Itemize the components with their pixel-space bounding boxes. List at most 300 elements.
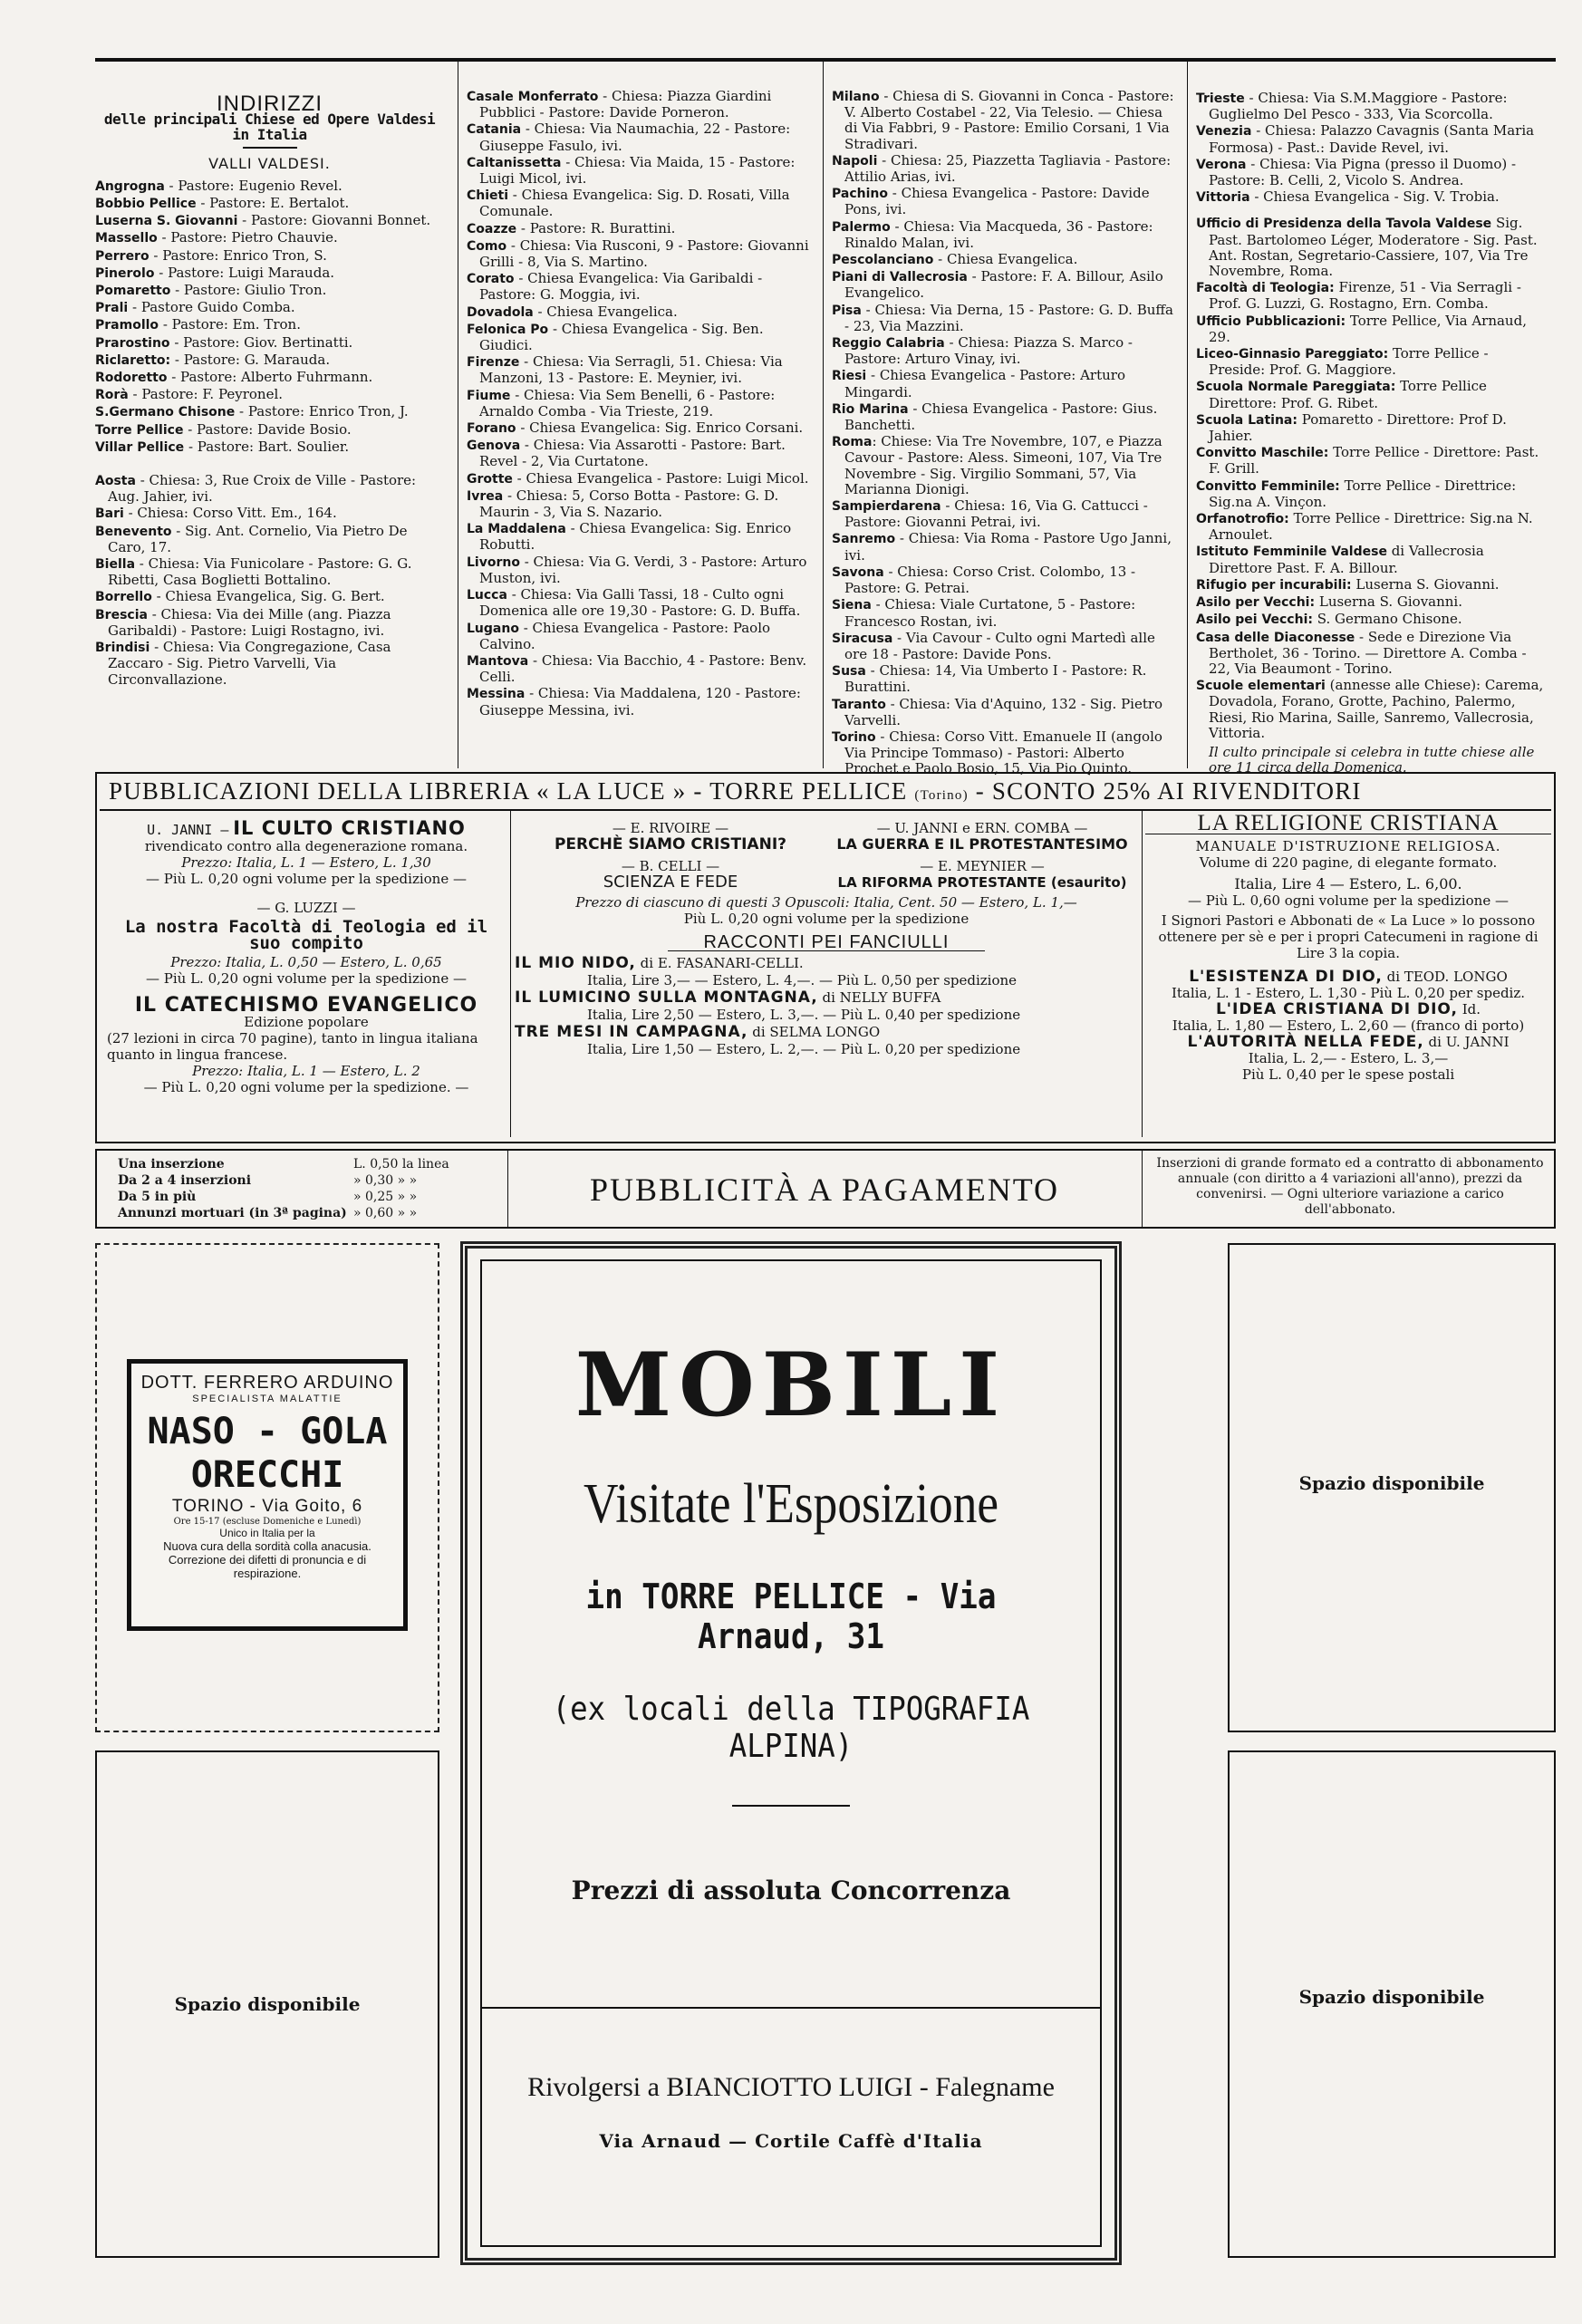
directory-entry bbox=[467, 322, 813, 353]
mobili-visit: Visitate l'Esposizione bbox=[583, 1473, 999, 1535]
advertising-title: PUBBLICITÀ A PAGAMENTO bbox=[589, 1172, 1060, 1208]
entry-place: S.Germano Chisone bbox=[95, 405, 236, 420]
entry-text: - Chiesa Evangelica - Sig. V. Trobia. bbox=[1249, 188, 1500, 206]
directory-entry bbox=[832, 269, 1178, 301]
directory-entry bbox=[1196, 630, 1545, 678]
mobili-ex: (ex locali della TIPOGRAFIA ALPINA) bbox=[552, 1691, 1030, 1765]
entry-text: - Chiesa: Via Rusconi, 9 - Pastore: Giovanni Grilli - 8, Via S. Martino. bbox=[479, 236, 809, 271]
directory-entry bbox=[467, 188, 813, 219]
book-shipping: Più L. 0,40 per le spese postali bbox=[1241, 1066, 1455, 1083]
entry-text: - Pastore: Pietro Chauvie. bbox=[157, 229, 338, 246]
entry-text: - Sede e Direzione Via Bertholet, 36 - Torino. — Direttore A. Comba - 22, Via Beaumont - Torino. bbox=[1209, 628, 1527, 677]
entry-text: - Chiesa di S. Giovanni in Conca - Pastore: V. Alberto Costabel - 22, Via Telesio. — Chiesa di Via Fabbri, 9 - Pastore: Emilio Corsani, 1 Via Stradivari. bbox=[844, 88, 1174, 152]
entry-place: Sampierdarena bbox=[832, 499, 941, 515]
directory-entry bbox=[95, 387, 444, 403]
book-title: IL CATECHISMO EVANGELICO bbox=[134, 994, 478, 1017]
entry-text: - Pastore: Davide Bosio. bbox=[183, 420, 352, 438]
racconto-author: di E. FASANARI-CELLI. bbox=[640, 955, 804, 971]
directory-entry bbox=[95, 640, 444, 688]
book-subtitle: rivendicato contro alla degenerazione romana. bbox=[144, 838, 468, 854]
racconto-price: Italia, Lire 3,— — Estero, L. 4,—. — Più L. 0,50 per spedizione bbox=[587, 972, 1018, 988]
book-price: Prezzo: Italia, L. 1 — Estero, L. 2 bbox=[192, 1063, 420, 1079]
entry-place: Scuola Normale Pareggiata: bbox=[1196, 380, 1396, 395]
entry-text: - Chiesa Evangelica: Sig. Enrico Corsani. bbox=[516, 419, 804, 437]
book-author: di TEOD. LONGO bbox=[1386, 969, 1508, 985]
entry-text: - Chiesa Evangelica: Sig. D. Rosati, Villa Comunale. bbox=[479, 187, 790, 220]
entry-place: Dovadola bbox=[467, 304, 534, 320]
rate-price: » 0,25 » » bbox=[353, 1190, 418, 1204]
entry-text: - Pastore: Bart. Soulier. bbox=[184, 438, 350, 455]
book-shipping: — Più L. 0,20 ogni volume per la spedizione — bbox=[146, 970, 467, 987]
mobili-rivolgersi: Rivolgersi a BIANCIOTTO LUIGI - Falegname bbox=[527, 2072, 1055, 2102]
directory-entry bbox=[95, 370, 444, 386]
racconto-title: IL LUMICINO SULLA MONTAGNA, bbox=[515, 988, 818, 1007]
doctor-ad bbox=[127, 1359, 408, 1631]
entry-text: - Chiesa: Via Maddalena, 120 - Pastore: Giuseppe Messina, ivi. bbox=[479, 685, 801, 718]
directory-entry bbox=[95, 283, 444, 299]
directory-entry bbox=[467, 587, 813, 619]
entry-text: - Pastore: Giov. Bertinatti. bbox=[169, 333, 353, 351]
directory-entry bbox=[1196, 678, 1545, 741]
entry-place: Aosta bbox=[95, 474, 136, 489]
book-title: L'IDEA CRISTIANA DI DIO, bbox=[1215, 1000, 1458, 1018]
entry-text: - Chiesa: Via Naumachia, 22 - Pastore: Giuseppe Fasulo, ivi. bbox=[479, 121, 791, 154]
entry-text: - Chiesa Evangelica. bbox=[533, 303, 678, 320]
entry-text: - Pastore: Eugenio Revel. bbox=[164, 177, 342, 194]
book-title: LA RIFORMA PROTESTANTE (esaurito) bbox=[837, 874, 1127, 891]
directory-entry bbox=[95, 589, 444, 605]
entry-place: Massello bbox=[95, 231, 158, 246]
publications-divider bbox=[1142, 811, 1143, 1137]
book-price: Italia, L. 2,— - Estero, L. 3,— bbox=[1248, 1050, 1449, 1066]
directory-entry bbox=[832, 89, 1178, 152]
column-divider bbox=[1187, 62, 1188, 768]
directory-entry bbox=[1196, 544, 1545, 575]
entry-text: di Vallecrosia Direttore Past. F. A. Billour. bbox=[1209, 543, 1484, 576]
directory-entry bbox=[95, 556, 444, 588]
book-author: — E. MEYNIER — bbox=[920, 858, 1045, 874]
religione-description: Volume di 220 pagine, di elegante formato. bbox=[1199, 854, 1498, 871]
entry-place: Firenze bbox=[467, 355, 520, 371]
entry-text: - Pastore Guido Comba. bbox=[128, 299, 295, 316]
entry-text: - Chiesa: Via S.M.Maggiore - Pastore: Guglielmo Del Pesco - 333, Via Scorcolla. bbox=[1209, 90, 1508, 123]
entry-text: - Chiesa: 3, Rue Croix de Ville - Pastore: Aug. Jahier, ivi. bbox=[108, 472, 417, 506]
directory-entry bbox=[1196, 577, 1545, 593]
directory-entry bbox=[467, 488, 813, 520]
directory-column-2 bbox=[467, 89, 813, 719]
entry-text: - Chiesa: Via Pigna (presso il Duomo) - Pastore: B. Celli, 2, Vicolo S. Andrea. bbox=[1209, 155, 1517, 189]
entry-place: Bari bbox=[95, 506, 124, 522]
publications-col-3 bbox=[1145, 811, 1551, 1083]
entry-place: Como bbox=[467, 238, 507, 254]
entry-text: - Chiesa: Via dei Mille (ang. Piazza Garibaldi) - Pastore: Luigi Rostagno, ivi. bbox=[108, 605, 391, 639]
book-author: — U. JANNI e ERN. COMBA — bbox=[876, 820, 1088, 836]
top-rule bbox=[95, 58, 1556, 62]
entry-text: - Chiesa: 14, Via Umberto I - Pastore: R. Burattini. bbox=[844, 662, 1147, 696]
entry-place: Venezia bbox=[1196, 124, 1252, 140]
rate-price: » 0,60 » » bbox=[353, 1206, 418, 1220]
directory-entry bbox=[832, 729, 1178, 777]
entry-place: Roma bbox=[832, 435, 873, 450]
rate-label: Da 2 a 4 inserzioni bbox=[118, 1173, 252, 1188]
book-title: La nostra Facoltà di Teologia ed il suo compito bbox=[124, 917, 488, 953]
directory-entry bbox=[95, 439, 444, 456]
entry-place: Prali bbox=[95, 301, 129, 316]
entry-place: Rorà bbox=[95, 388, 129, 403]
publications-header-right: - SCONTO 25% AI RIVENDITORI bbox=[975, 777, 1362, 805]
entry-text: Torre Pellice - Direttore: Past. F. Grill. bbox=[1209, 444, 1539, 477]
rate-row bbox=[118, 1189, 498, 1205]
entry-place: Vittoria bbox=[1196, 190, 1250, 206]
racconti-title: RACCONTI PEI FANCIULLI bbox=[668, 934, 986, 951]
directory-entry bbox=[467, 388, 813, 419]
entry-text: - Pastore: Em. Tron. bbox=[159, 316, 301, 333]
book-title: LA GUERRA E IL PROTESTANTESIMO bbox=[836, 835, 1128, 853]
directory-entry bbox=[1196, 157, 1545, 188]
entry-text: - Chiesa: Via Serragli, 51. Chiesa: Via Manzoni, 13 - Pastore: E. Meynier, ivi. bbox=[479, 353, 783, 387]
spazio-disponibile-right-top: Spazio disponibile bbox=[1298, 1472, 1485, 1494]
ornament-rule bbox=[732, 1805, 850, 1807]
directory-entry bbox=[95, 506, 444, 522]
entry-place: Mantova bbox=[467, 653, 529, 669]
entry-text: Torre Pellice - Preside: Prof. G. Maggiore. bbox=[1209, 345, 1489, 379]
mobili-divider bbox=[482, 2007, 1100, 2009]
directory-entry bbox=[95, 265, 444, 282]
directory-entry bbox=[1196, 594, 1545, 611]
entry-text: - Pastore: F. A. Billour, Asilo Evangelico. bbox=[844, 268, 1163, 302]
book-author: Id. bbox=[1461, 1001, 1481, 1017]
directory-column-1 bbox=[95, 91, 444, 689]
spazio-disponibile-left: Spazio disponibile bbox=[174, 1993, 361, 2015]
entry-place: Messina bbox=[467, 687, 526, 702]
entry-place: Brescia bbox=[95, 607, 148, 622]
entry-place: Caltanissetta bbox=[467, 155, 562, 170]
culto-note: Il culto principale si celebra in tutte chiese alle ore 11 circa della Domenica. bbox=[1209, 743, 1535, 776]
entry-place: Torre Pellice bbox=[95, 422, 184, 438]
directory-entry bbox=[1196, 612, 1545, 628]
publications-header-left: PUBBLICAZIONI DELLA LIBRERIA « LA LUCE » - TORRE PELLICE bbox=[109, 777, 908, 805]
religione-price: Italia, Lire 4 — Estero, L. 6,00. bbox=[1234, 875, 1462, 892]
entry-text: - Pastore: Giovanni Bonnet. bbox=[237, 212, 431, 229]
entry-place: Prarostino bbox=[95, 335, 170, 351]
directory-column-3 bbox=[832, 89, 1178, 778]
doctor-hours: Ore 15-17 (escluse Domeniche e Lunedì) bbox=[173, 1517, 362, 1527]
publications-col-2 bbox=[515, 820, 1138, 1058]
entry-place: Riclaretto: bbox=[95, 352, 171, 368]
directory-entry bbox=[467, 89, 813, 121]
directory-entry bbox=[832, 631, 1178, 662]
directory-entry bbox=[95, 213, 444, 229]
entry-place: Pachino bbox=[832, 187, 888, 202]
entry-place: Biella bbox=[95, 557, 136, 573]
entry-place: Convitto Maschile: bbox=[1196, 446, 1329, 461]
entry-place: Sanremo bbox=[832, 532, 896, 547]
book-author: U. JANNI — bbox=[147, 822, 229, 838]
mobili-prezzi: Prezzi di assoluta Concorrenza bbox=[571, 1876, 1011, 1905]
entry-text: - Chiesa: 25, Piazzetta Tagliavia - Pastore: Attilio Arias, ivi. bbox=[844, 151, 1172, 186]
directory-entry bbox=[95, 300, 444, 316]
entry-text: Torre Pellice - Direttrice: Sig.na N. Arnoulet. bbox=[1209, 510, 1533, 544]
doctor-big-2: ORECCHI bbox=[190, 1454, 344, 1496]
book-price: Prezzo: Italia, L. 1 — Estero, L. 1,30 bbox=[181, 854, 431, 871]
entry-place: Bobbio Pellice bbox=[95, 197, 197, 212]
entry-text: - Chiesa: Via Derna, 15 - Pastore: G. D. Buffa - 23, Via Mazzini. bbox=[844, 301, 1173, 334]
entry-place: Rifugio per incurabili: bbox=[1196, 577, 1352, 593]
entry-place: Pisa bbox=[832, 303, 862, 318]
entry-text: - Chiesa: Corso Vitt. Em., 164. bbox=[123, 505, 337, 522]
entry-text: - Chiesa: 5, Corso Botta - Pastore: G. D. Maurin - 3, Via S. Nazario. bbox=[479, 487, 779, 521]
entry-place: Casale Monferrato bbox=[467, 90, 599, 104]
book-price: Italia, L. 1,80 — Estero, L. 2,60 — (franco di porto) bbox=[1172, 1017, 1525, 1034]
directory-entry bbox=[95, 607, 444, 639]
rate-price: » 0,30 » » bbox=[353, 1173, 418, 1188]
entry-text: - Chiesa: Via d'Aquino, 132 - Sig. Pietro Varvelli. bbox=[844, 695, 1163, 728]
entry-text: - Chiesa: Piazza S. Marco - Pastore: Arturo Vinay, ivi. bbox=[844, 334, 1133, 368]
entry-place: Angrogna bbox=[95, 178, 165, 194]
city-list bbox=[832, 89, 1178, 777]
entry-place: Palermo bbox=[832, 219, 891, 235]
book-price: Prezzo: Italia, L. 0,50 — Estero, L. 0,65 bbox=[170, 954, 442, 970]
spazio-disponibile-right-bottom: Spazio disponibile bbox=[1298, 1986, 1485, 2008]
entry-text: - Chiesa Evangelica, Sig. G. Bert. bbox=[151, 588, 385, 605]
entry-text: - Chiesa: Corso Vitt. Emanuele II (angolo Via Principe Tommaso) - Pastori: Alberto Prochet e Paolo Bosio, 15, Via Pio Quinto. bbox=[844, 728, 1162, 777]
mobili-address: Via Arnaud — Cortile Caffè d'Italia bbox=[599, 2130, 983, 2152]
entry-place: Taranto bbox=[832, 697, 886, 712]
directory-entry bbox=[467, 438, 813, 469]
directory-entry bbox=[1196, 478, 1545, 510]
religione-note: I Signori Pastori e Abbonati de « La Luce » lo possono ottenere per sè e per i propri Catecumeni in ragione di Lire 3 la copia. bbox=[1158, 912, 1539, 961]
entry-place: Lucca bbox=[467, 588, 507, 603]
book-edition: Edizione popolare bbox=[244, 1014, 369, 1030]
directory-entry bbox=[467, 554, 813, 586]
directory-entry bbox=[467, 271, 813, 303]
entry-text: - Pastore: R. Burattini. bbox=[516, 219, 676, 236]
entry-text: - Chiesa: Via Macqueda, 36 - Pastore: Rinaldo Malan, ivi. bbox=[844, 217, 1153, 251]
rate-price: L. 0,50 la linea bbox=[353, 1157, 449, 1172]
valli-heading: VALLI VALDESI. bbox=[208, 154, 331, 172]
entry-text: - Chiesa Evangelica - Pastore: Paolo Calvino. bbox=[479, 619, 771, 652]
book-title: IL CULTO CRISTIANO bbox=[233, 817, 466, 839]
directory-entry bbox=[467, 155, 813, 187]
entry-place: Asilo pei Vecchi: bbox=[1196, 612, 1313, 628]
rate-row bbox=[118, 1172, 498, 1189]
entry-text: - Chiesa Evangelica: Sig. Enrico Robutti. bbox=[479, 520, 792, 554]
directory-entry bbox=[832, 186, 1178, 217]
ornament-rule bbox=[243, 147, 297, 149]
book-price: Italia, L. 1 - Estero, L. 1,30 - Più L. 0,20 per spediz. bbox=[1171, 985, 1526, 1001]
entry-place: Liceo-Ginnasio Pareggiato: bbox=[1196, 347, 1389, 362]
entry-text: - Chiesa Evangelica - Pastore: Gius. Banchetti. bbox=[844, 400, 1158, 434]
advertising-rates bbox=[118, 1156, 498, 1221]
entry-place: Benevento bbox=[95, 524, 172, 539]
directory-entry bbox=[467, 521, 813, 553]
doctor-city: TORINO - Via Goito, 6 bbox=[171, 1497, 363, 1516]
directory-entry bbox=[832, 252, 1178, 268]
entry-text: - Chiesa: Via G. Verdi, 3 - Pastore: Arturo Muston, ivi. bbox=[479, 553, 807, 586]
directory-entry bbox=[95, 248, 444, 265]
opere-list bbox=[1196, 216, 1545, 741]
directory-entry bbox=[832, 219, 1178, 251]
entry-place: Livorno bbox=[467, 554, 520, 570]
book-title: PERCHÈ SIAMO CRISTIANI? bbox=[554, 835, 787, 853]
entry-place: Rio Marina bbox=[832, 401, 909, 417]
entry-text: - Chiesa Evangelica - Pastore: Luigi Micol. bbox=[512, 469, 809, 487]
entry-text: - Chiesa: Via Bacchio, 4 - Pastore: Benv. Celli. bbox=[479, 651, 807, 686]
directory-entry bbox=[832, 335, 1178, 367]
directory-entry bbox=[1196, 280, 1545, 312]
mobili-ad bbox=[480, 1259, 1102, 2247]
entry-text: - Via Cavour - Culto ogni Martedì alle ore 18 - Pastore: Davide Pons. bbox=[844, 629, 1155, 662]
entry-place: Napoli bbox=[832, 153, 878, 169]
racconto-price: Italia, Lire 2,50 — Estero, L. 3,—. — Più L. 0,40 per spedizione bbox=[587, 1007, 1021, 1023]
entry-text: : Chiese: Via Tre Novembre, 107, e Piazza Cavour - Pastore: Aless. Simeoni, 107, Via Tre Novembre - Sig. Virgilio Sommani, 57, Via Marianna Dionigi. bbox=[844, 433, 1162, 497]
entry-place: Felonica Po bbox=[467, 322, 549, 337]
entry-text: - Pastore: Enrico Tron, J. bbox=[235, 403, 409, 420]
advertising-divider bbox=[1142, 1151, 1143, 1227]
directory-entry bbox=[467, 238, 813, 270]
entry-text: Torre Pellice, Via Arnaud, 29. bbox=[1209, 312, 1527, 345]
opuscoli-shipping: Più L. 0,20 ogni volume per la spedizione bbox=[683, 911, 969, 927]
entry-text: - Chiesa Evangelica - Sig. Ben. Giudici. bbox=[479, 320, 764, 354]
directory-entry bbox=[95, 524, 444, 555]
publications-header-torino: (Torino) bbox=[914, 788, 969, 803]
directory-entry bbox=[467, 471, 813, 487]
entry-place: Reggio Calabria bbox=[832, 336, 945, 352]
entry-place: Coazze bbox=[467, 221, 517, 236]
directory-entry bbox=[1196, 379, 1545, 410]
advertising-note: Inserzioni di grande formato ed a contratto di abbonamento annuale (con diritto a 4 variazioni all'anno), prezzi da convenirsi. — Ogni ulteriore variazione a carico dell'abbonato. bbox=[1156, 1156, 1544, 1217]
directory-entry bbox=[1196, 91, 1545, 122]
directory-entry bbox=[1196, 216, 1545, 279]
entry-place: Susa bbox=[832, 664, 866, 680]
entry-text: - Chiesa: Viale Curtatone, 5 - Pastore: Francesco Rostan, ivi. bbox=[844, 596, 1136, 630]
rate-label: Una inserzione bbox=[118, 1157, 225, 1172]
entry-place: Corato bbox=[467, 272, 515, 287]
entry-place: Casa delle Diaconesse bbox=[1196, 630, 1355, 645]
entry-text: - Chiesa: Via Assarotti - Pastore: Bart. Revel - 2, Via Curtatone. bbox=[479, 437, 786, 470]
entry-place: Savona bbox=[832, 564, 884, 580]
rate-label: Da 5 in più bbox=[118, 1190, 197, 1204]
entry-place: Genova bbox=[467, 439, 521, 454]
directory-entry bbox=[95, 317, 444, 333]
book-title: SCIENZA E FEDE bbox=[603, 873, 738, 892]
entry-text: Pomaretto - Direttore: Prof D. Jahier. bbox=[1209, 410, 1507, 445]
racconto-title: TRE MESI IN CAMPAGNA, bbox=[515, 1023, 748, 1041]
entry-place: Ivrea bbox=[467, 488, 504, 504]
entry-text: Luserna S. Giovanni. bbox=[1315, 593, 1462, 611]
directory-entry bbox=[832, 697, 1178, 728]
entry-place: Luserna S. Giovanni bbox=[95, 214, 238, 229]
religione-title: LA RELIGIONE CRISTIANA bbox=[1145, 815, 1551, 834]
entry-place: Pescolanciano bbox=[832, 253, 934, 268]
entry-place: Fiume bbox=[467, 388, 511, 403]
directory-entry bbox=[1196, 313, 1545, 345]
directory-entry bbox=[832, 434, 1178, 497]
doctor-specialty: SPECIALISTA MALATTIE bbox=[192, 1393, 342, 1404]
book-title: L'AUTORITÀ NELLA FEDE, bbox=[1187, 1033, 1424, 1051]
entry-place: Perrero bbox=[95, 248, 150, 264]
entry-text: Torre Pellice Direttore: Prof. G. Ribet. bbox=[1209, 378, 1487, 411]
entry-text: (annesse alle Chiese): Carema, Dovadola, Forano, Grotte, Pachino, Palermo, Riesi, Rio Marina, Saille, Sanremo, Vallecrosia, Vittoria. bbox=[1209, 677, 1544, 741]
directory-entry bbox=[95, 422, 444, 439]
directory-entry bbox=[95, 404, 444, 420]
entry-text: - Chiesa Evangelica. bbox=[933, 251, 1078, 268]
entry-place: Grotte bbox=[467, 471, 513, 487]
racconto-author: di SELMA LONGO bbox=[752, 1024, 881, 1040]
entry-text: - Chiesa: Via Galli Tassi, 18 - Culto ogni Domenica alle ore 19,30 - Pastore: G. D. Buffa. bbox=[479, 586, 801, 620]
entry-place: Borrello bbox=[95, 590, 152, 605]
book-author: — B. CELLI — bbox=[621, 858, 720, 874]
entry-place: Pramollo bbox=[95, 318, 159, 333]
directory-entry bbox=[95, 335, 444, 352]
entry-place: Ufficio Pubblicazioni: bbox=[1196, 313, 1346, 329]
entry-text: - Chiesa Evangelica: Via Garibaldi - Pastore: G. Moggia, ivi. bbox=[479, 270, 763, 304]
entry-text: - Chiesa: Via Roma - Pastore Ugo Janni, ivi. bbox=[844, 530, 1172, 564]
entry-place: Convitto Femminile: bbox=[1196, 478, 1340, 494]
directory-entry bbox=[1196, 123, 1545, 155]
racconto-author: di NELLY BUFFA bbox=[822, 989, 941, 1006]
directory-column-4 bbox=[1196, 91, 1545, 776]
entry-place: Facoltà di Teologia: bbox=[1196, 281, 1335, 296]
directory-entry bbox=[832, 663, 1178, 695]
rate-label: Annunzi mortuari (in 3ª pagina) bbox=[118, 1206, 347, 1220]
entry-place: Verona bbox=[1196, 157, 1247, 172]
directory-entry bbox=[467, 121, 813, 153]
directory-entry bbox=[467, 420, 813, 437]
entry-place: Orfanotrofio: bbox=[1196, 512, 1289, 527]
doctor-cure: Nuova cura della sordità colla anacusia. bbox=[163, 1539, 371, 1553]
entry-text: - Chiesa: Via Funicolare - Pastore: G. G. Ribetti, Casa Boglietti Bottalino. bbox=[108, 555, 412, 589]
directory-entry bbox=[95, 178, 444, 195]
entry-text: Sig. Past. Bartolomeo Léger, Moderatore - Sig. Past. Ant. Rostan, Segretario-Cassiere, 107, Via Tre Novembre, Roma. bbox=[1209, 215, 1538, 280]
entry-text: - Chiesa Evangelica - Pastore: Arturo Mingardi. bbox=[844, 367, 1125, 400]
directory-entry bbox=[832, 597, 1178, 629]
directory-entry bbox=[467, 621, 813, 652]
directory-entry bbox=[1196, 189, 1545, 206]
entry-place: Istituto Femminile Valdese bbox=[1196, 545, 1387, 560]
entry-place: Ufficio di Presidenza della Tavola Valdese bbox=[1196, 217, 1492, 232]
entry-text: - Chiesa: Via Congregazione, Casa Zaccaro - Sig. Pietro Varvelli, Via Circonvallazione. bbox=[108, 639, 391, 688]
mobili-place: in TORRE PELLICE - Via Arnaud, 31 bbox=[585, 1577, 997, 1656]
doctor-big-1: NASO - GOLA bbox=[147, 1411, 388, 1452]
directory-entry bbox=[467, 354, 813, 386]
directory-entry bbox=[95, 196, 444, 212]
entry-place: Catania bbox=[467, 122, 522, 138]
directory-entry bbox=[832, 153, 1178, 185]
doctor-correction: Correzione dei difetti di pronuncia e di respirazione. bbox=[168, 1553, 367, 1580]
entry-text: - Chiesa: Corso Crist. Colombo, 13 - Pastore: G. Petrai. bbox=[844, 563, 1136, 597]
directory-entry bbox=[95, 473, 444, 505]
entry-text: - Pastore: Giulio Tron. bbox=[170, 282, 327, 299]
opuscoli-price: Prezzo di ciascuno di questi 3 Opuscoli: Italia, Cent. 50 — Estero, L. 1,— bbox=[575, 894, 1077, 911]
entry-place: Chieti bbox=[467, 188, 509, 204]
entry-text: - Chiesa: Via Maida, 15 - Pastore: Luigi Micol, ivi. bbox=[479, 153, 796, 188]
racconto-title: IL MIO NIDO, bbox=[515, 954, 636, 972]
entry-text: - Sig. Ant. Cornelio, Via Pietro De Caro, 17. bbox=[108, 522, 408, 555]
directory-entry bbox=[832, 401, 1178, 433]
directory-entry bbox=[1196, 511, 1545, 543]
city-list bbox=[1196, 91, 1545, 206]
entry-text: - Pastore: Alberto Fuhrmann. bbox=[167, 369, 373, 386]
entry-place: Scuole elementari bbox=[1196, 679, 1326, 694]
book-description: (27 lezioni in circa 70 pagine), tanto in lingua italiana quanto in lingua francese. bbox=[107, 1030, 478, 1063]
entry-place: Riesi bbox=[832, 369, 867, 384]
entry-place: Pomaretto bbox=[95, 284, 171, 299]
book-shipping: — Più L. 0,20 ogni volume per la spedizione — bbox=[146, 871, 467, 887]
directory-subtitle: delle principali Chiese ed Opere Valdesi in Italia bbox=[103, 111, 436, 144]
book-author: — G. LUZZI — bbox=[256, 900, 356, 916]
doctor-unique: Unico in Italia per la bbox=[219, 1527, 315, 1539]
